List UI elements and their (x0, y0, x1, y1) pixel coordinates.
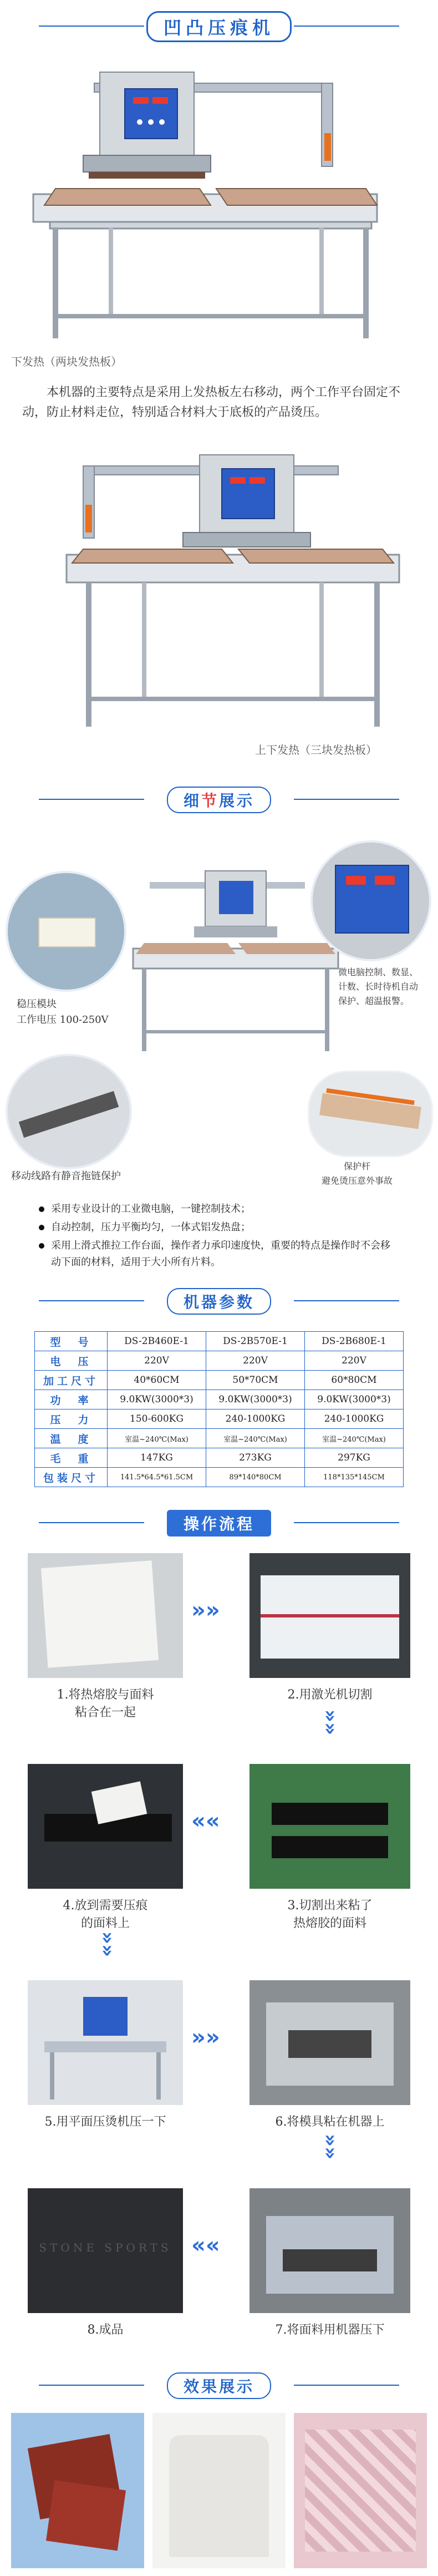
banner-line-left (39, 1522, 144, 1523)
controller-feature-3: 保护、超温报警。 (338, 996, 410, 1006)
press-head (83, 1997, 128, 2036)
feature-3: 采用上滑式推拉工作台面，操作者力承印速度快，重要的特点是操作时不会移动下面的材料，适用于大小所有片料。 (39, 1238, 399, 1271)
spec-row (35, 1429, 404, 1448)
workflow-title: 操作流程 (167, 1510, 271, 1537)
step-2-photo (249, 1553, 410, 1678)
cut-strip-2 (272, 1836, 388, 1858)
effects-banner (0, 2366, 438, 2405)
chevron-down-icon: »» (96, 1931, 119, 1958)
intro-paragraph: 本机器的主要特点是采用上发热板左右移动，两个工作平台固定不动，防止材料走位，特别适合材料大于底板的产品烫压。 (22, 386, 401, 419)
details-title: 细 节 展示 (167, 787, 271, 813)
spec-value: 9.0KW(3000*3) (108, 1390, 206, 1409)
details-banner (0, 780, 438, 819)
guard-label: 保护杆 (344, 1161, 371, 1172)
spec-value: DS-2B570E-1 (206, 1332, 305, 1351)
step-3-photo (249, 1764, 410, 1889)
guard-description: 避免烫压意外事故 (322, 1175, 393, 1186)
spec-value: 147KG (108, 1448, 206, 1468)
photo-caption-lower: 下发热（两块发热板） (11, 355, 122, 368)
display-right (375, 876, 395, 885)
module-block (38, 917, 96, 947)
step-4-photo (28, 1764, 183, 1889)
chevron-right-icon: »» (191, 2025, 220, 2050)
spec-value: 297KG (305, 1448, 404, 1468)
spec-value: 40*60CM (108, 1371, 206, 1390)
page-title: 凹凸压痕机 (146, 11, 292, 42)
step-6-photo (249, 1980, 410, 2105)
bullet-icon (39, 1225, 44, 1230)
specs-banner (0, 1281, 438, 1320)
banner-line-right (294, 799, 399, 800)
laser-rail (261, 1614, 399, 1617)
spec-value: DS-2B680E-1 (305, 1332, 404, 1351)
spec-value: 室温~240℃(Max) (305, 1429, 404, 1448)
spec-value: 273KG (206, 1448, 305, 1468)
spec-value: 118*135*145CM (305, 1468, 404, 1487)
chevron-right-icon: »» (191, 1598, 220, 1623)
step-8-photo (28, 2188, 183, 2313)
step-5-caption: 5.用平面压烫机压一下 (44, 2115, 166, 2129)
spec-value: 220V (108, 1351, 206, 1371)
effect-photo-tshirt (152, 2413, 286, 2568)
chevron-left-icon: «« (191, 1808, 220, 1834)
banner-line-right (294, 26, 399, 27)
embossed-pattern (305, 2430, 416, 2552)
cable-protection-label: 移动线路有静音拖链保护 (11, 1170, 121, 1182)
spec-value: DS-2B460E-1 (108, 1332, 206, 1351)
spec-label: 加工尺寸 (35, 1371, 108, 1390)
photo-caption-upper-lower: 上下发热（三块发热板） (255, 743, 377, 757)
specs-title: 机器参数 (167, 1288, 271, 1315)
spec-label: 毛 重 (35, 1448, 108, 1468)
press-leg-left (50, 2052, 54, 2100)
step-7-photo (249, 2188, 410, 2313)
press-leg-right (156, 2052, 161, 2100)
spec-row (35, 1390, 404, 1409)
spec-row (35, 1468, 404, 1487)
machine-photo-upper-lower-heating (55, 444, 410, 732)
controller-closeup (310, 840, 431, 961)
fabric-sheet (41, 1560, 159, 1668)
spec-value: 9.0KW(3000*3) (305, 1390, 404, 1409)
spec-row (35, 1351, 404, 1371)
tshirt (169, 2435, 269, 2557)
workflow-banner (0, 1503, 438, 1542)
press-table (44, 2041, 166, 2052)
spec-row (35, 1371, 404, 1390)
guard-closeup (308, 1071, 433, 1157)
step-7-caption: 7.将面料用机器压下 (275, 2323, 385, 2337)
bullet-icon (39, 1243, 44, 1249)
machine-illustration-1 (11, 50, 421, 344)
spec-label: 温 度 (35, 1429, 108, 1448)
banner-line-left (39, 2385, 144, 2386)
banner-line-right (294, 1522, 399, 1523)
step-1-caption: 1.将热熔胶与面料 粘合在一起 (57, 1688, 154, 1720)
chevron-down-icon: »» (319, 1709, 342, 1736)
step-1-photo (28, 1553, 183, 1678)
spec-label: 压 力 (35, 1409, 108, 1429)
feature-2: 自动控制，压力平衡均匀，一体式铝发热盘； (39, 1219, 399, 1236)
display-left (346, 876, 366, 885)
cable-chain-closeup (6, 1054, 132, 1169)
spec-label: 电 压 (35, 1351, 108, 1371)
chevron-down-icon: »» (319, 2133, 342, 2160)
banner-line-left (39, 799, 144, 800)
voltage-label: 工作电压 100-250V (17, 1014, 109, 1026)
title-banner (0, 7, 438, 45)
specs-table (34, 1331, 404, 1487)
spec-value: 220V (206, 1351, 305, 1371)
spec-row (35, 1332, 404, 1351)
stable-module-label: 稳压模块 (17, 998, 57, 1010)
spec-value: 141.5*64.5*61.5CM (108, 1468, 206, 1487)
cut-strip-1 (272, 1803, 388, 1825)
spec-label: 型 号 (35, 1332, 108, 1351)
spec-value: 220V (305, 1351, 404, 1371)
spec-value: 9.0KW(3000*3) (206, 1390, 305, 1409)
spec-value: 室温~240℃(Max) (108, 1429, 206, 1448)
effects-title: 效果展示 (167, 2372, 271, 2399)
machine-photo-lower-heating (11, 50, 421, 344)
banner-line-left (39, 1300, 144, 1301)
step-6-caption: 6.将模具粘在机器上 (275, 2115, 385, 2129)
chevron-left-icon: «« (191, 2233, 220, 2258)
spec-value: 240-1000KG (305, 1409, 404, 1429)
banner-line-right (294, 2385, 399, 2386)
leather-patch-2 (46, 2480, 126, 2550)
spec-value: 89*140*80CM (206, 1468, 305, 1487)
spec-label: 包装尺寸 (35, 1468, 108, 1487)
fabric-under-press (283, 2249, 377, 2271)
controller-feature-1: 微电脑控制、数显、 (338, 967, 419, 977)
stable-module-closeup (6, 871, 126, 992)
step-5-photo (28, 1980, 183, 2105)
spec-value: 60*80CM (305, 1371, 404, 1390)
banner-line-left (39, 26, 144, 27)
effect-photo-pattern (294, 2413, 427, 2568)
embossed-text: STONE SPORTS (39, 2241, 172, 2254)
spec-row (35, 1448, 404, 1468)
machine-illustration-2 (55, 444, 410, 732)
step-8-caption: 8.成品 (87, 2323, 124, 2337)
spec-value: 150-600KG (108, 1409, 206, 1429)
spec-value: 室温~240℃(Max) (206, 1429, 305, 1448)
feature-1: 采用专业设计的工业微电脑，一键控制技术； (39, 1201, 399, 1218)
control-panel (335, 865, 409, 934)
spec-label: 功 率 (35, 1390, 108, 1409)
spec-value: 240-1000KG (206, 1409, 305, 1429)
effect-photo-leather (11, 2413, 144, 2568)
spec-value: 50*70CM (206, 1371, 305, 1390)
banner-line-right (294, 1300, 399, 1301)
spec-row (35, 1409, 404, 1429)
controller-feature-2: 计数、长时待机自动 (338, 981, 419, 992)
mold (288, 2030, 371, 2058)
step-3-caption: 3.切割出来粘了 热熔胶的面料 (287, 1899, 373, 1930)
step-4-caption: 4.放到需要压痕 的面料上 (63, 1899, 148, 1930)
step-2-caption: 2.用激光机切割 (287, 1688, 373, 1702)
bullet-icon (39, 1206, 44, 1212)
